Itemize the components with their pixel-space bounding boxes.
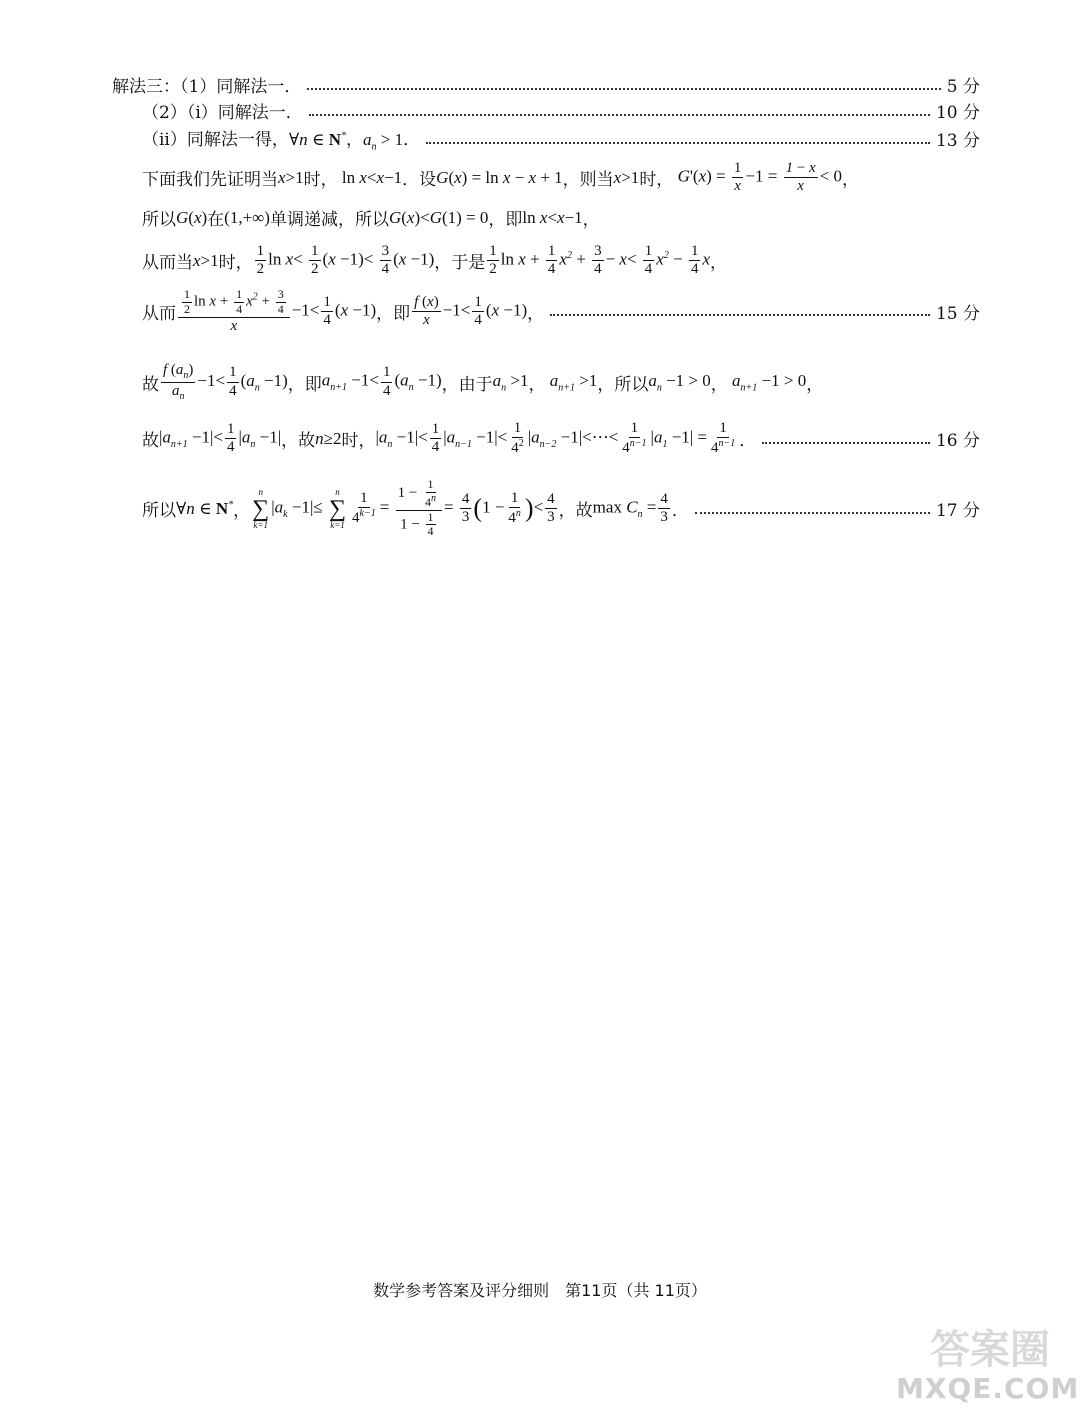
leader-dots (550, 314, 930, 316)
solution-line-3 (142, 125, 980, 152)
score-16: 16 分 (935, 431, 980, 452)
solution-line-2 (142, 98, 980, 123)
solution-line-4: 下面我们先证明当 x>1 时， ln x<x−1 ．设 G(x) = ln x − x + 1 ，则当 x>1 时， G'(x) = $\frac{1}{x}$ −1 = $\frac{1 - x}{x}$ < 0 ， (142, 160, 860, 195)
page-footer: 数学参考答案及评分细则 第11页（共 11页） (373, 1281, 707, 1300)
formula-forall-n: ∀n ∈ N* (288, 130, 347, 149)
score-5: 5 分 (946, 77, 980, 97)
formula-inequality-chain: $\frac{1}{2}$ ln x< $\frac{1}{2}$ (x −1)< $\frac{3}{4}$ (x −1) (256, 243, 435, 278)
solution-line-9: 故 $|a_{n+1} -1|<$ $\frac{1}{4}$ $|a_n -1|$ ，故 n≥2 时， $|a_n -1|<$ $\frac{1}{4}$ $|a_{n-1} -1|<$ $\frac{1}{4^2}$ $|a_{n-2}$ −1|<⋯< $\frac{1}{4^{n-1}}$ $|a_1 -1|$ = $\frac{1}{4^{n-1}}$ ． 16 分 (142, 420, 980, 457)
leader-dots (762, 442, 930, 444)
leader-dots (426, 142, 930, 144)
formula-an-gt-1: $a_n > 1$ (363, 130, 404, 153)
score-17: 17 分 (935, 501, 980, 522)
leader-dots (307, 88, 940, 90)
formula-compound-fraction: $\frac{1}{2}$ ln x + $\frac{1}{4}$ $x^2$ + $\frac{3}{4}$ x −1< $\frac{1}{4}$ (x −1) (176, 288, 376, 335)
score-10: 10 分 (935, 103, 980, 123)
solution-line-10: 所以 ∀n ∈ N* ， n ∑ k=1 $|a_k -1|\le$ n ∑ k=1 $\frac{1}{4^{k-1}}$ = 1 − $\frac{1}{4^n}$ 1 − $\frac{1}{4}$ = $\frac{4}{3}$ (1 − $\frac{1}{4^n}$ )< $\frac{4}{3}$ ，故 $\max C_n$ = $\frac{4}{3}$ ． 17 分 (142, 477, 980, 539)
leader-dots (695, 512, 930, 514)
solution-line-6: 从而当 x>1 时， $\frac{1}{2}$ ln x< $\frac{1}{2}$ (x −1)< $\frac{3}{4}$ (x −1) ，于是 $\frac{1}{2}$ ln x + $\frac{1}{4}$ $x^2$ + $\frac{3}{4}$ − x< $\frac{1}{4}$ $x^2$ − $\frac{1}{4}$ x ， (142, 243, 727, 278)
formula-G-derivative: G'(x) = $\frac{1}{x}$ −1 = $\frac{1 - x}{x}$ < 0 (673, 160, 843, 195)
formula-fx-over-x: $\frac{f (x)}{x}$ −1< $\frac{1}{4}$ (x −1) (414, 293, 528, 328)
watermark-seal: 答案圈 (930, 1327, 1050, 1373)
solution-line-5: 所以 G(x) 在 (1,+∞) 单调递减，所以 G(x)<G(1) = 0 ，即 ln x<x−1 ， (142, 207, 600, 230)
solution-line-7: 从而 $\frac{1}{2}$ ln x + $\frac{1}{4}$ $x^2$ + $\frac{3}{4}$ x −1< $\frac{1}{4}$ (x −1) ，即 $\frac{f (x)}{x}$ −1< $\frac{1}{4}$ (x −1) ， 15 分 (142, 287, 980, 334)
formula-sum-bound: n ∑ k=1 $|a_k -1|\le$ n ∑ k=1 $\frac{1}{4^{k-1}}$ = 1 − $\frac{1}{4^n}$ 1 − $\frac{1}{4}$ = $\frac{4}{3}$ (1 − $\frac{1}{4^n}$ )< $\frac{4}{3}$ (252, 477, 555, 539)
formula-G-def: G(x) = ln x − x + 1 (436, 167, 563, 187)
formula-bound-chain: $|a_n -1|<$ $\frac{1}{4}$ $|a_{n-1} -1|<$ $\frac{1}{4^2}$ $|a_{n-2}$ −1|<⋯< $\frac{1}{4^{n-1}}$ $|a_1 -1|$ = $\frac{1}{4^{n-1}}$ (375, 420, 736, 457)
formula-inequality-sum: $\frac{1}{2}$ ln x + $\frac{1}{4}$ $x^2$ + $\frac{3}{4}$ − x< $\frac{1}{4}$ $x^2$ − $\frac{1}{4}$ x (489, 243, 710, 278)
line-2-text: （2）（i）同解法一． (142, 103, 303, 123)
watermark-site: MXQE.COM (896, 1372, 1080, 1405)
solution-line-1 (112, 72, 980, 97)
line-3-text: （ii）同解法一得，∀n ∈ N*，$a_n > 1$． (142, 130, 421, 153)
leader-dots (309, 114, 930, 116)
line-1-text: 解法三：（1）同解法一． (112, 77, 302, 97)
formula-lnx-lt: ln x<x−1 (341, 167, 403, 187)
solution-line-8: 故 $\frac{f (a_n)}{a_n}$ −1< $\frac{1}{4}$ $(a_n -1)$ ，即 $a_{n+1} -1<$ $\frac{1}{4}$ $(a_n -1)$ ，由于 $a_n >1$ ， $a_{n+1} >1$ ，所以 $a_n -1 > 0$ ， $a_{n+1} -1 > 0$ ， (142, 362, 824, 402)
formula-max-Cn: $\max C_n$ = $\frac{4}{3}$ (592, 490, 668, 526)
score-15: 15 分 (935, 303, 980, 324)
score-13: 13 分 (935, 131, 980, 152)
